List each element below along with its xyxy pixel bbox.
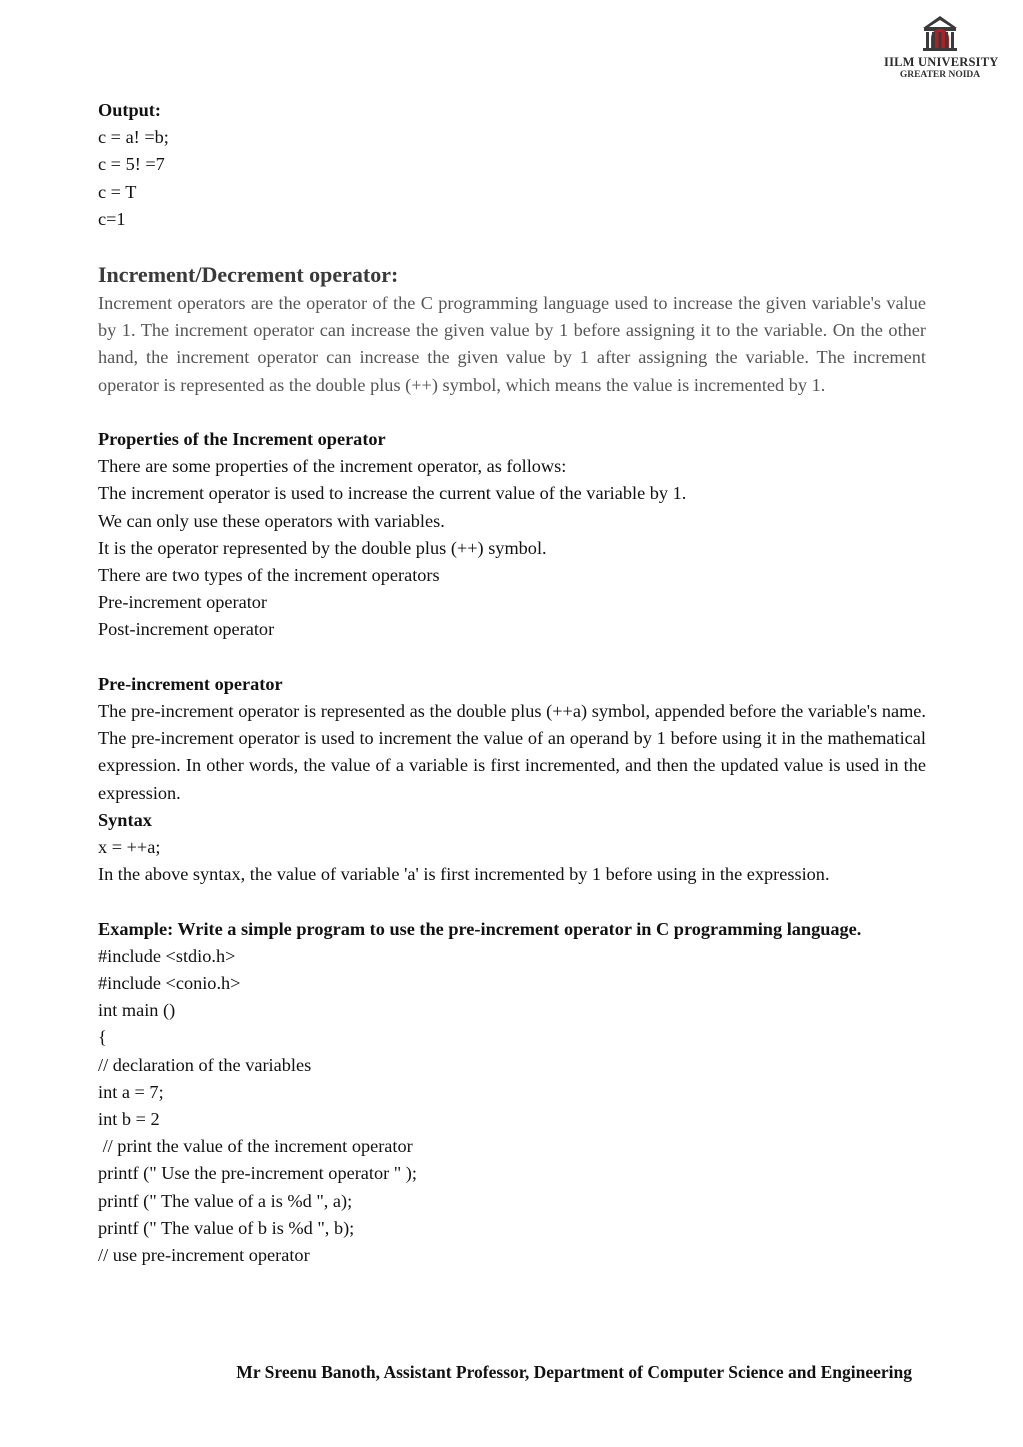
university-logo bbox=[884, 14, 999, 80]
output-heading: Output: bbox=[98, 100, 161, 120]
page-footer: Mr Sreenu Banoth, Assistant Professor, Department of Computer Science and Engineering bbox=[236, 1362, 912, 1382]
code-line: // declaration of the variables bbox=[98, 1054, 312, 1075]
code-line: #include <conio.h> bbox=[98, 973, 241, 994]
increment-description-paragraph: Increment operators are the operator of the C programming language used to increase the given variable's value by 1. The increment operator can increase the given value by 1 before assigning it to the variable. On the other hand, the increment operator can increase the given value by 1 after assigning the variable. The increment operator is represented as the double plus (++) symbol, which means the value is incremented by 1. bbox=[98, 293, 926, 395]
document-body bbox=[98, 97, 926, 1269]
syntax-heading: Syntax bbox=[98, 809, 152, 830]
syntax-line: x = ++a; bbox=[98, 837, 161, 858]
code-line: int b = 2 bbox=[98, 1109, 160, 1130]
properties-line: It is the operator represented by the double plus (++) symbol. bbox=[98, 537, 547, 558]
syntax-note: In the above syntax, the value of variable 'a' is first incremented by 1 before using in the expression. bbox=[98, 864, 830, 885]
code-line: printf (" Use the pre-increment operator " ); bbox=[98, 1163, 417, 1184]
output-line: c = T bbox=[98, 181, 137, 202]
university-building-icon bbox=[920, 14, 960, 54]
code-line: int main () bbox=[98, 1000, 176, 1021]
output-line: c=1 bbox=[98, 208, 126, 229]
properties-heading: Properties of the Increment operator bbox=[98, 429, 386, 450]
increment-decrement-heading: Increment/Decrement operator: bbox=[98, 262, 399, 288]
code-line: // use pre-increment operator bbox=[98, 1245, 310, 1266]
code-line: int a = 7; bbox=[98, 1081, 164, 1102]
properties-line: The increment operator is used to increase the current value of the variable by 1. bbox=[98, 483, 687, 504]
code-line: #include <stdio.h> bbox=[98, 945, 236, 966]
output-line: c = 5! =7 bbox=[98, 154, 165, 175]
properties-line: There are some properties of the increment operator, as follows: bbox=[98, 456, 567, 477]
pre-increment-paragraph: The pre-increment operator is represented as the double plus (++a) symbol, appended before the variable's name. The pre-increment operator is used to increment the value of an operand by 1 before using it in the mathematical expression. In other words, the value of a variable is first incremented, and then the updated value is used in the expression. bbox=[98, 701, 926, 803]
properties-line: Post-increment operator bbox=[98, 619, 275, 640]
properties-line: We can only use these operators with variables. bbox=[98, 510, 445, 531]
properties-line: Pre-increment operator bbox=[98, 592, 268, 613]
properties-line: There are two types of the increment operators bbox=[98, 565, 440, 586]
pre-increment-heading: Pre-increment operator bbox=[98, 673, 283, 694]
code-line: printf (" The value of b is %d ", b); bbox=[98, 1217, 355, 1238]
output-line: c = a! =b; bbox=[98, 127, 169, 148]
code-line: { bbox=[98, 1027, 107, 1048]
code-line: printf (" The value of a is %d ", a); bbox=[98, 1190, 353, 1211]
logo-location: GREATER NOIDA bbox=[899, 70, 981, 80]
logo-university-name: IILM UNIVERSITY bbox=[884, 55, 999, 69]
example-heading: Example: Write a simple program to use the pre-increment operator in C programming language. bbox=[98, 918, 862, 939]
code-line: // print the value of the increment operator bbox=[98, 1136, 413, 1157]
